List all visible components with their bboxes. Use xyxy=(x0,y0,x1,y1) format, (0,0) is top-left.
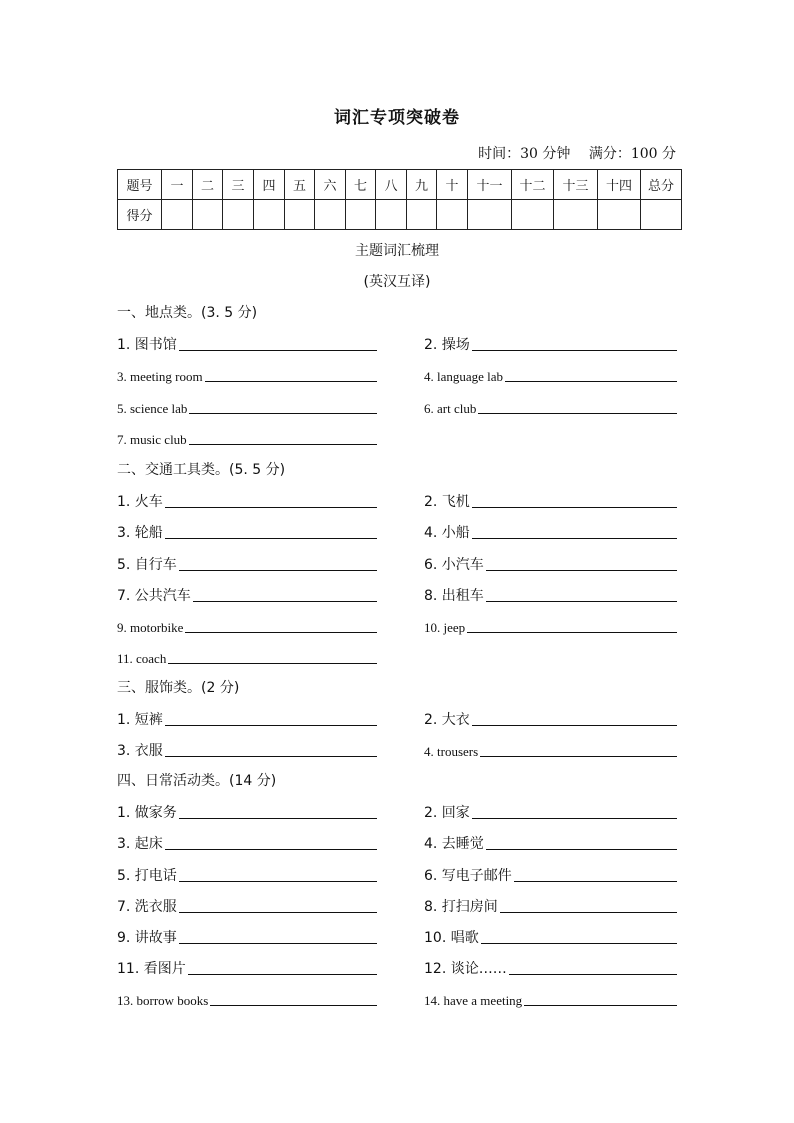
score-table-question-number: 十一 xyxy=(468,170,512,200)
answer-blank[interactable] xyxy=(524,990,677,1006)
vocab-item xyxy=(117,554,377,574)
vocab-item xyxy=(117,865,377,885)
score-cell[interactable] xyxy=(315,200,346,230)
vocab-prompt: 5. 自行车 xyxy=(117,556,177,573)
score-cell[interactable] xyxy=(468,200,512,230)
answer-blank[interactable] xyxy=(509,959,677,975)
vocab-item xyxy=(117,833,377,853)
vocab-item xyxy=(117,334,377,354)
score-table-question-number: 六 xyxy=(315,170,346,200)
vocab-item xyxy=(424,616,677,636)
vocab-item xyxy=(424,554,677,574)
exam-full-score: 满分：100 分 xyxy=(588,146,676,162)
vocab-prompt: 7. 公共汽车 xyxy=(117,587,191,604)
score-cell[interactable] xyxy=(346,200,376,230)
vocab-prompt: 4. 小船 xyxy=(424,525,470,542)
vocab-prompt: 1. 图书馆 xyxy=(117,337,177,354)
score-cell[interactable] xyxy=(641,200,682,230)
score-cell[interactable] xyxy=(376,200,407,230)
score-table-row-label: 得分 xyxy=(118,200,162,230)
answer-blank[interactable] xyxy=(165,741,377,757)
exam-info xyxy=(464,143,676,163)
score-table-question-number: 四 xyxy=(254,170,285,200)
vocab-prompt: 12. 谈论…… xyxy=(424,961,507,978)
answer-blank[interactable] xyxy=(472,492,677,508)
vocab-item xyxy=(424,491,677,511)
score-cell[interactable] xyxy=(223,200,254,230)
vocab-prompt: 4. trousers xyxy=(424,744,479,760)
vocab-item xyxy=(424,585,677,605)
vocab-item xyxy=(424,833,677,853)
vocab-item xyxy=(424,334,677,354)
vocab-item xyxy=(424,522,677,542)
vocab-prompt: 3. meeting room xyxy=(117,369,203,385)
score-table-question-number: 五 xyxy=(285,170,315,200)
vocab-item xyxy=(117,927,377,947)
vocab-prompt: 9. 讲故事 xyxy=(117,930,177,946)
vocab-item xyxy=(117,365,377,385)
answer-blank[interactable] xyxy=(472,803,677,819)
answer-blank[interactable] xyxy=(481,928,677,944)
score-cell[interactable] xyxy=(598,200,641,230)
vocab-prompt: 1. 短裤 xyxy=(117,712,163,729)
score-cell[interactable] xyxy=(554,200,598,230)
vocab-prompt: 5. 打电话 xyxy=(117,867,177,884)
answer-blank[interactable] xyxy=(179,803,377,819)
score-cell[interactable] xyxy=(285,200,315,230)
score-table-question-number: 十三 xyxy=(554,170,598,200)
vocab-item xyxy=(117,491,377,511)
vocab-prompt: 2. 回家 xyxy=(424,805,470,822)
answer-blank[interactable] xyxy=(165,710,377,726)
answer-blank[interactable] xyxy=(193,586,377,602)
vocab-prompt: 7. 洗衣服 xyxy=(117,898,177,915)
subtitle: 主题词汇梳理 xyxy=(355,243,439,259)
vocab-prompt: 4. 去睡觉 xyxy=(424,836,484,853)
answer-blank[interactable] xyxy=(179,897,377,913)
score-table-score-row xyxy=(118,200,682,230)
answer-blank[interactable] xyxy=(185,617,377,633)
vocab-prompt: 10. jeep xyxy=(424,620,466,635)
vocab-prompt: 3. 衣服 xyxy=(117,743,163,760)
vocab-item xyxy=(117,989,377,1009)
exam-time: 时间：30 分钟 xyxy=(478,146,571,162)
answer-blank[interactable] xyxy=(505,366,677,382)
answer-blank[interactable] xyxy=(165,834,377,850)
score-table-question-number: 七 xyxy=(346,170,376,200)
section-heading: 四、日常活动类。(14 分) xyxy=(117,773,277,789)
answer-blank[interactable] xyxy=(179,555,377,571)
page-title: 词汇专项突破卷 xyxy=(334,108,460,128)
vocab-prompt: 11. coach xyxy=(117,651,167,667)
vocab-prompt: 10. 唱歌 xyxy=(424,930,479,946)
score-cell[interactable] xyxy=(254,200,285,230)
vocab-prompt: 6. 写电子邮件 xyxy=(424,867,512,884)
score-cell[interactable] xyxy=(512,200,554,230)
score-cell[interactable] xyxy=(407,200,437,230)
vocab-item xyxy=(117,522,377,542)
score-table-question-number: 一 xyxy=(162,170,193,200)
score-table-question-number: 八 xyxy=(376,170,407,200)
vocab-prompt: 1. 火车 xyxy=(117,494,163,511)
vocab-prompt: 8. 出租车 xyxy=(424,587,484,604)
vocab-prompt: 4. language lab xyxy=(424,369,504,385)
vocab-item xyxy=(117,616,377,636)
answer-blank[interactable] xyxy=(179,866,377,882)
vocab-item xyxy=(424,740,677,760)
answer-blank[interactable] xyxy=(179,335,377,351)
vocab-item xyxy=(117,802,377,822)
section-heading: 三、服饰类。(2 分) xyxy=(117,680,240,696)
answer-blank[interactable] xyxy=(480,741,677,757)
vocab-prompt: 6. 小汽车 xyxy=(424,556,484,573)
answer-blank[interactable] xyxy=(472,335,677,351)
score-table-header-row xyxy=(118,170,682,200)
vocab-item xyxy=(424,989,677,1009)
vocab-prompt: 6. art club xyxy=(424,400,477,416)
vocab-prompt: 13. borrow books xyxy=(117,993,209,1009)
answer-blank[interactable] xyxy=(486,586,677,602)
score-table-question-number: 十 xyxy=(437,170,468,200)
score-table-question-number: 十四 xyxy=(598,170,641,200)
vocab-prompt: 2. 操场 xyxy=(424,337,470,354)
answer-blank[interactable] xyxy=(205,366,377,382)
vocab-item xyxy=(117,709,377,729)
answer-blank[interactable] xyxy=(472,710,677,726)
vocab-prompt: 3. 起床 xyxy=(117,836,163,853)
answer-blank[interactable] xyxy=(472,523,677,539)
vocab-prompt: 14. have a meeting xyxy=(424,993,523,1009)
score-cell[interactable] xyxy=(437,200,468,230)
score-table-question-number: 十二 xyxy=(512,170,554,200)
score-table-header-label: 题号 xyxy=(118,170,162,200)
answer-blank[interactable] xyxy=(189,429,377,445)
vocab-item xyxy=(424,365,677,385)
vocab-prompt: 11. 看图片 xyxy=(117,961,186,978)
answer-blank[interactable] xyxy=(486,555,677,571)
vocab-item xyxy=(424,802,677,822)
answer-blank[interactable] xyxy=(165,523,377,539)
score-table-question-number: 九 xyxy=(407,170,437,200)
score-cell[interactable] xyxy=(162,200,193,230)
vocab-prompt: 5. science lab xyxy=(117,400,188,416)
vocab-item xyxy=(424,958,677,978)
vocab-item xyxy=(117,585,377,605)
vocab-item xyxy=(117,397,377,417)
answer-blank[interactable] xyxy=(514,866,677,882)
vocab-prompt: 8. 打扫房间 xyxy=(424,898,498,915)
answer-blank[interactable] xyxy=(467,617,677,633)
vocab-item xyxy=(117,896,377,916)
score-table-question-number: 三 xyxy=(223,170,254,200)
vocab-item xyxy=(424,397,677,417)
vocab-prompt: 7. music club xyxy=(117,431,187,447)
section-heading: 一、地点类。(3. 5 分) xyxy=(117,305,258,321)
answer-blank[interactable] xyxy=(188,959,377,975)
answer-blank[interactable] xyxy=(210,990,377,1006)
answer-blank[interactable] xyxy=(179,928,377,944)
answer-blank[interactable] xyxy=(168,648,377,664)
instruction: (英汉互译) xyxy=(363,274,431,290)
vocab-item xyxy=(424,865,677,885)
score-table xyxy=(117,169,682,230)
answer-blank[interactable] xyxy=(478,398,677,414)
answer-blank[interactable] xyxy=(165,492,377,508)
score-table-question-number: 二 xyxy=(193,170,223,200)
vocab-item xyxy=(424,896,677,916)
vocab-item xyxy=(117,958,377,978)
score-cell[interactable] xyxy=(193,200,223,230)
section-heading: 二、交通工具类。(5. 5 分) xyxy=(117,462,286,478)
score-table-question-number: 总分 xyxy=(641,170,682,200)
vocab-item xyxy=(117,428,377,448)
vocab-prompt: 1. 做家务 xyxy=(117,805,177,822)
vocab-prompt: 2. 大衣 xyxy=(424,712,470,729)
answer-blank[interactable] xyxy=(486,834,677,850)
vocab-item xyxy=(424,927,677,947)
vocab-prompt: 9. motorbike xyxy=(117,620,184,635)
answer-blank[interactable] xyxy=(500,897,677,913)
vocab-item xyxy=(117,740,377,760)
vocab-item xyxy=(117,647,377,667)
vocab-prompt: 3. 轮船 xyxy=(117,525,163,542)
vocab-prompt: 2. 飞机 xyxy=(424,494,470,511)
vocab-item xyxy=(424,709,677,729)
answer-blank[interactable] xyxy=(189,398,377,414)
